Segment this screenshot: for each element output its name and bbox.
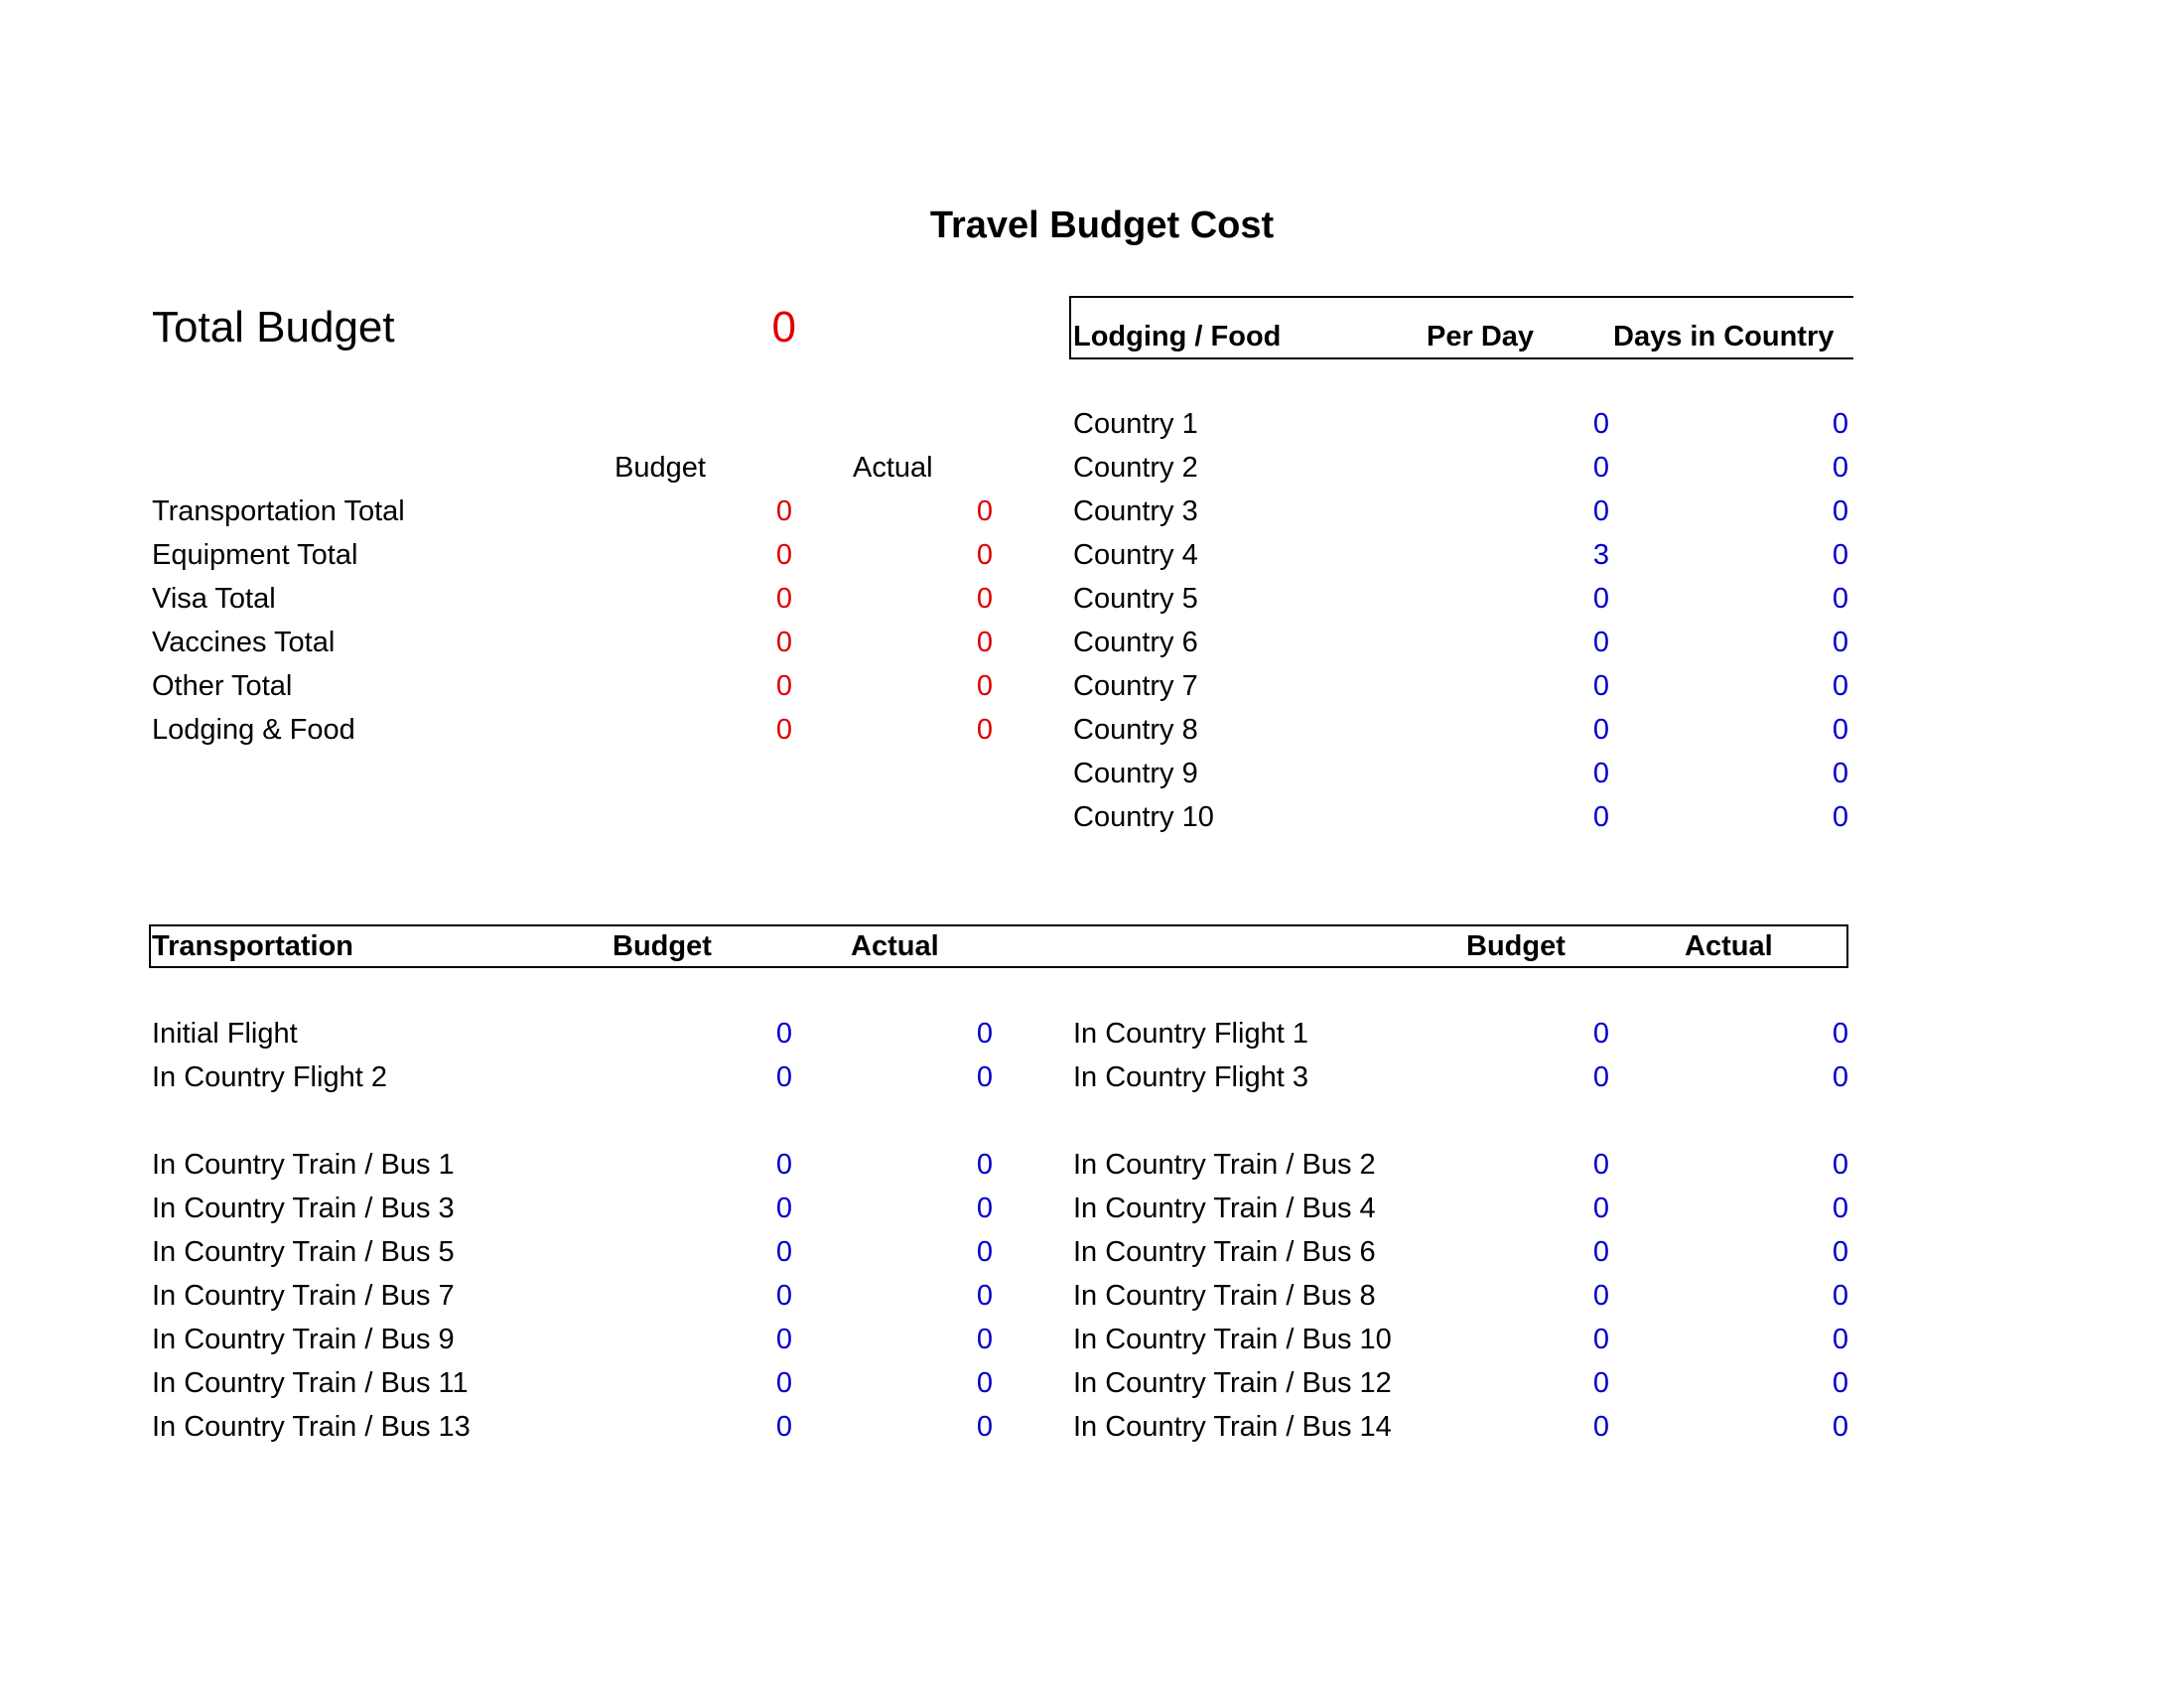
- train-bus-row-budget[interactable]: 0: [1592, 1324, 1609, 1355]
- lodging-row-per-day[interactable]: 0: [1592, 495, 1609, 527]
- train-bus-row-actual[interactable]: 0: [976, 1367, 993, 1399]
- train-bus-row-budget[interactable]: 0: [775, 1149, 792, 1181]
- summary-row-label: Visa Total: [152, 583, 276, 615]
- summary-row-actual[interactable]: 0: [976, 539, 993, 571]
- train-bus-row-label: In Country Train / Bus 11: [152, 1367, 469, 1399]
- flight-row-actual[interactable]: 0: [976, 1061, 993, 1093]
- train-bus-row-label: In Country Train / Bus 13: [152, 1411, 471, 1443]
- summary-row-budget[interactable]: 0: [775, 539, 792, 571]
- train-bus-row-label: In Country Train / Bus 2: [1073, 1149, 1376, 1181]
- train-bus-row-label: In Country Train / Bus 9: [152, 1324, 455, 1355]
- lodging-row-days[interactable]: 0: [1832, 583, 1848, 615]
- lodging-row-per-day[interactable]: 0: [1592, 408, 1609, 440]
- transportation-budget-header: Budget: [613, 930, 712, 962]
- flight-row-budget[interactable]: 0: [775, 1018, 792, 1050]
- lodging-row-per-day[interactable]: 0: [1592, 670, 1609, 702]
- flight-row-actual[interactable]: 0: [976, 1018, 993, 1050]
- flight-row-budget[interactable]: 0: [1592, 1061, 1609, 1093]
- lodging-row-per-day[interactable]: 3: [1592, 539, 1609, 571]
- lodging-row-days[interactable]: 0: [1832, 408, 1848, 440]
- train-bus-row-actual[interactable]: 0: [1832, 1324, 1848, 1355]
- summary-row-label: Lodging & Food: [152, 714, 355, 746]
- train-bus-row-actual[interactable]: 0: [1832, 1280, 1848, 1312]
- lodging-row-days[interactable]: 0: [1832, 539, 1848, 571]
- flight-row-label: In Country Flight 3: [1073, 1061, 1308, 1093]
- flight-row-label: In Country Flight 2: [152, 1061, 387, 1093]
- lodging-row-days[interactable]: 0: [1832, 627, 1848, 658]
- lodging-per-day-header: Per Day: [1427, 321, 1535, 352]
- summary-budget-header: Budget: [614, 452, 706, 484]
- train-bus-row-actual[interactable]: 0: [1832, 1149, 1848, 1181]
- lodging-header-label: Lodging / Food: [1073, 321, 1282, 352]
- train-bus-row-budget[interactable]: 0: [775, 1367, 792, 1399]
- train-bus-row-budget[interactable]: 0: [1592, 1193, 1609, 1224]
- lodging-row-label: Country 4: [1073, 539, 1198, 571]
- lodging-row-label: Country 3: [1073, 495, 1198, 527]
- train-bus-row-label: In Country Train / Bus 3: [152, 1193, 455, 1224]
- train-bus-row-budget[interactable]: 0: [1592, 1367, 1609, 1399]
- summary-actual-header: Actual: [853, 452, 933, 484]
- train-bus-row-budget[interactable]: 0: [1592, 1411, 1609, 1443]
- summary-row-budget[interactable]: 0: [775, 670, 792, 702]
- train-bus-row-actual[interactable]: 0: [976, 1149, 993, 1181]
- train-bus-row-label: In Country Train / Bus 1: [152, 1149, 455, 1181]
- lodging-row-days[interactable]: 0: [1832, 801, 1848, 833]
- lodging-row-label: Country 7: [1073, 670, 1198, 702]
- train-bus-row-actual[interactable]: 0: [1832, 1367, 1848, 1399]
- flight-row-budget[interactable]: 0: [1592, 1018, 1609, 1050]
- lodging-row-per-day[interactable]: 0: [1592, 627, 1609, 658]
- lodging-days-header: Days in Country: [1613, 321, 1835, 352]
- transportation-header-label: Transportation: [152, 930, 354, 962]
- train-bus-row-actual[interactable]: 0: [1832, 1411, 1848, 1443]
- lodging-row-per-day[interactable]: 0: [1592, 452, 1609, 484]
- summary-row-actual[interactable]: 0: [976, 714, 993, 746]
- train-bus-row-label: In Country Train / Bus 6: [1073, 1236, 1376, 1268]
- flight-row-actual[interactable]: 0: [1832, 1061, 1848, 1093]
- lodging-row-per-day[interactable]: 0: [1592, 714, 1609, 746]
- summary-row-label: Other Total: [152, 670, 293, 702]
- train-bus-row-budget[interactable]: 0: [1592, 1236, 1609, 1268]
- lodging-row-label: Country 5: [1073, 583, 1198, 615]
- train-bus-row-actual[interactable]: 0: [1832, 1193, 1848, 1224]
- train-bus-row-actual[interactable]: 0: [1832, 1236, 1848, 1268]
- summary-row-label: Equipment Total: [152, 539, 358, 571]
- lodging-row-label: Country 2: [1073, 452, 1198, 484]
- train-bus-row-budget[interactable]: 0: [775, 1236, 792, 1268]
- transportation-right-budget-header: Budget: [1466, 930, 1566, 962]
- total-budget-label: Total Budget: [152, 303, 395, 352]
- lodging-row-days[interactable]: 0: [1832, 758, 1848, 789]
- train-bus-row-budget[interactable]: 0: [775, 1193, 792, 1224]
- train-bus-row-label: In Country Train / Bus 5: [152, 1236, 455, 1268]
- train-bus-row-label: In Country Train / Bus 8: [1073, 1280, 1376, 1312]
- lodging-row-days[interactable]: 0: [1832, 670, 1848, 702]
- summary-row-label: Transportation Total: [152, 495, 405, 527]
- train-bus-row-actual[interactable]: 0: [976, 1324, 993, 1355]
- total-budget-value[interactable]: 0: [771, 303, 796, 352]
- summary-row-budget[interactable]: 0: [775, 583, 792, 615]
- train-bus-row-label: In Country Train / Bus 4: [1073, 1193, 1376, 1224]
- lodging-row-per-day[interactable]: 0: [1592, 758, 1609, 789]
- flight-row-budget[interactable]: 0: [775, 1061, 792, 1093]
- summary-row-budget[interactable]: 0: [775, 627, 792, 658]
- lodging-row-per-day[interactable]: 0: [1592, 801, 1609, 833]
- train-bus-row-label: In Country Train / Bus 7: [152, 1280, 455, 1312]
- train-bus-row-actual[interactable]: 0: [976, 1280, 993, 1312]
- flight-row-label: Initial Flight: [152, 1018, 298, 1050]
- flight-row-label: In Country Flight 1: [1073, 1018, 1308, 1050]
- train-bus-row-budget[interactable]: 0: [1592, 1149, 1609, 1181]
- lodging-row-days[interactable]: 0: [1832, 714, 1848, 746]
- transportation-header-box: [149, 924, 1848, 968]
- lodging-row-label: Country 1: [1073, 408, 1198, 440]
- summary-row-actual[interactable]: 0: [976, 670, 993, 702]
- train-bus-row-label: In Country Train / Bus 14: [1073, 1411, 1392, 1443]
- train-bus-row-budget[interactable]: 0: [775, 1411, 792, 1443]
- lodging-row-label: Country 10: [1073, 801, 1214, 833]
- train-bus-row-actual[interactable]: 0: [976, 1236, 993, 1268]
- summary-row-actual[interactable]: 0: [976, 627, 993, 658]
- flight-row-actual[interactable]: 0: [1832, 1018, 1848, 1050]
- lodging-row-days[interactable]: 0: [1832, 495, 1848, 527]
- summary-row-budget[interactable]: 0: [775, 714, 792, 746]
- train-bus-row-budget[interactable]: 0: [775, 1280, 792, 1312]
- train-bus-row-label: In Country Train / Bus 12: [1073, 1367, 1392, 1399]
- lodging-row-days[interactable]: 0: [1832, 452, 1848, 484]
- lodging-row-label: Country 9: [1073, 758, 1198, 789]
- transportation-actual-header: Actual: [851, 930, 939, 962]
- train-bus-row-budget[interactable]: 0: [1592, 1280, 1609, 1312]
- train-bus-row-actual[interactable]: 0: [976, 1411, 993, 1443]
- page-title: Travel Budget Cost: [929, 205, 1275, 246]
- train-bus-row-label: In Country Train / Bus 10: [1073, 1324, 1392, 1355]
- summary-row-actual[interactable]: 0: [976, 495, 993, 527]
- summary-row-label: Vaccines Total: [152, 627, 336, 658]
- lodging-row-label: Country 8: [1073, 714, 1198, 746]
- lodging-row-per-day[interactable]: 0: [1592, 583, 1609, 615]
- lodging-row-label: Country 6: [1073, 627, 1198, 658]
- train-bus-row-budget[interactable]: 0: [775, 1324, 792, 1355]
- summary-row-budget[interactable]: 0: [775, 495, 792, 527]
- summary-row-actual[interactable]: 0: [976, 583, 993, 615]
- transportation-right-actual-header: Actual: [1685, 930, 1773, 962]
- train-bus-row-actual[interactable]: 0: [976, 1193, 993, 1224]
